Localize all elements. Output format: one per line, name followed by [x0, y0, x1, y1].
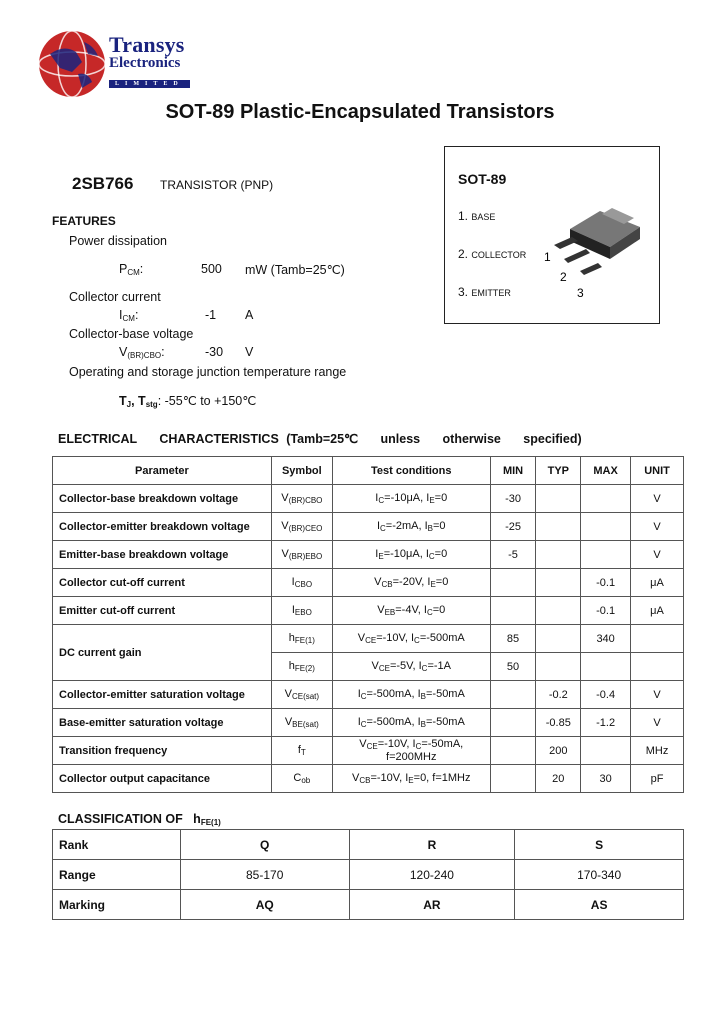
ec-heading: ELECTRICAL CHARACTERISTICS (Tamb=25℃ unless otherwise specified) [58, 432, 582, 446]
ec-condition: $V_{CB}=-10V$, $I_E=0$, f=1MHz [332, 765, 490, 793]
ec-max: -0.1 [581, 597, 631, 625]
pin1-label: 1. BASE [458, 209, 496, 223]
ec-min: 85 [490, 625, 536, 653]
ec-symbol: $V_{BE(sat)}$ [271, 709, 332, 737]
ec-max: 340 [581, 625, 631, 653]
ec-max: 30 [581, 765, 631, 793]
ec-min [490, 765, 536, 793]
vcbo-unit: V [245, 345, 254, 359]
ec-condition: $I_E=-10\mu A$, $I_C=0$ [332, 541, 490, 569]
ec-unit: μA [631, 569, 684, 597]
ec-min [490, 597, 536, 625]
ec-typ [536, 653, 581, 681]
ec-condition: $I_C=-2mA$, $I_B=0$ [332, 513, 490, 541]
ec-row [53, 485, 684, 513]
ec-row [53, 541, 684, 569]
ec-symbol: $C_{ob}$ [271, 765, 332, 793]
ec-condition: $V_{EB}=-4V$, $I_C=0$ [332, 597, 490, 625]
ec-condition: $I_C=-10\mu A$, $I_E=0$ [332, 485, 490, 513]
logo-line3: LIMITED [109, 80, 190, 88]
ec-param: Collector-base breakdown voltage [53, 485, 272, 513]
ec-symbol: $V_{(BR)CBO}$ [271, 485, 332, 513]
ec-param: DC current gain [53, 625, 272, 681]
ec-row [53, 569, 684, 597]
ec-min [490, 709, 536, 737]
ec-param: Emitter cut-off current [53, 597, 272, 625]
marking-header: Marking [53, 890, 181, 920]
pcm-value: 500 [201, 262, 222, 276]
ec-max [581, 541, 631, 569]
icm-unit: A [245, 308, 254, 322]
ec-condition: $V_{CB}=-20V$, $I_E=0$ [332, 569, 490, 597]
ec-param: Base-emitter saturation voltage [53, 709, 272, 737]
collector-current-label: Collector current [69, 290, 161, 304]
ec-min: -30 [490, 485, 536, 513]
ec-min: -25 [490, 513, 536, 541]
ec-min [490, 569, 536, 597]
ec-symbol: $V_{(BR)CEO}$ [271, 513, 332, 541]
ec-param: Collector-emitter saturation voltage [53, 681, 272, 709]
ec-typ: 20 [536, 765, 581, 793]
vcbo-value: -30 [205, 345, 224, 359]
ec-param: Emitter-base breakdown voltage [53, 541, 272, 569]
ec-unit [631, 625, 684, 653]
ec-unit: V [631, 485, 684, 513]
logo-line2: Electronics [109, 55, 181, 71]
logo-line1: Transys [109, 32, 185, 57]
pin-number-1: 1 [544, 250, 551, 264]
marking-row [53, 890, 684, 920]
ec-unit: V [631, 513, 684, 541]
ec-min: -5 [490, 541, 536, 569]
rank-cell: Q [180, 830, 349, 860]
package-box [444, 146, 660, 324]
ec-typ [536, 485, 581, 513]
sot89-package-icon [540, 199, 655, 304]
ec-unit [631, 653, 684, 681]
ec-column-header: Test conditions [332, 457, 490, 485]
classification-table [52, 829, 684, 920]
ec-max: -1.2 [581, 709, 631, 737]
ec-symbol: $h_{FE(1)}$ [271, 625, 332, 653]
ec-row [53, 625, 684, 653]
tj-tstg-spec: $T_J$, $T_{stg}$: -55℃ to +150℃ [119, 394, 257, 409]
ec-typ: 200 [536, 737, 581, 765]
ec-param: Collector-emitter breakdown voltage [53, 513, 272, 541]
ec-symbol: $I_{EBO}$ [271, 597, 332, 625]
ec-param: Transition frequency [53, 737, 272, 765]
ec-symbol: $V_{(BR)EBO}$ [271, 541, 332, 569]
ec-row [53, 681, 684, 709]
ec-unit: μA [631, 597, 684, 625]
ec-typ: -0.2 [536, 681, 581, 709]
ec-unit: MHz [631, 737, 684, 765]
ec-max: -0.4 [581, 681, 631, 709]
ec-symbol: $h_{FE(2)}$ [271, 653, 332, 681]
ec-min [490, 737, 536, 765]
ec-typ [536, 625, 581, 653]
features-heading: FEATURES [52, 214, 116, 228]
ec-unit: V [631, 709, 684, 737]
pin-number-3: 3 [577, 286, 584, 300]
ec-column-header: TYP [536, 457, 581, 485]
ec-table [52, 456, 684, 793]
ec-param: Collector cut-off current [53, 569, 272, 597]
rank-cell: S [515, 830, 684, 860]
ec-condition: $V_{CE}=-10V$, $I_C=-50mA$, f=200MHz [332, 737, 490, 765]
ec-typ [536, 597, 581, 625]
marking-cell: AR [349, 890, 515, 920]
rank-row [53, 830, 684, 860]
range-cell: 170-340 [515, 860, 684, 890]
part-type: TRANSISTOR (PNP) [160, 178, 274, 192]
ec-condition: $V_{CE}=-10V$, $I_C=-500mA$ [332, 625, 490, 653]
ec-condition: $I_C=-500mA$, $I_B=-50mA$ [332, 709, 490, 737]
marking-cell: AQ [180, 890, 349, 920]
power-dissipation-label: Power dissipation [69, 234, 167, 248]
ec-symbol: $I_{CBO}$ [271, 569, 332, 597]
pin3-label: 3. EMITTER [458, 285, 511, 299]
range-row [53, 860, 684, 890]
icm-symbol: $I_{CM}$: [119, 308, 139, 323]
pin-number-2: 2 [560, 270, 567, 284]
range-header: Range [53, 860, 181, 890]
pcm-unit: mW (Tamb=25℃) [245, 263, 345, 277]
ec-condition: $I_C=-500mA$, $I_B=-50mA$ [332, 681, 490, 709]
ec-max [581, 653, 631, 681]
ec-max [581, 737, 631, 765]
ec-symbol: $V_{CE(sat)}$ [271, 681, 332, 709]
ec-typ [536, 569, 581, 597]
vcbo-symbol: $V_{(BR)CBO}$: [119, 345, 165, 360]
ec-row [53, 597, 684, 625]
temp-range-label: Operating and storage junction temperature range [69, 365, 347, 379]
ec-max [581, 485, 631, 513]
ec-typ: -0.85 [536, 709, 581, 737]
pcm-symbol: $P_{CM}$: [119, 262, 144, 277]
ec-condition: $V_{CE}=-5V$, $I_C=-1A$ [332, 653, 490, 681]
ec-param: Collector output capacitance [53, 765, 272, 793]
ec-header-row [53, 457, 684, 485]
ec-typ [536, 541, 581, 569]
ec-max: -0.1 [581, 569, 631, 597]
globe-logo-icon [36, 28, 108, 100]
ec-row [53, 513, 684, 541]
ec-column-header: MAX [581, 457, 631, 485]
rank-cell: R [349, 830, 515, 860]
classification-heading: CLASSIFICATION OF $h_{FE(1)}$ [58, 812, 221, 827]
ec-row [53, 709, 684, 737]
pin2-label: 2. COLLECTOR [458, 247, 527, 261]
range-cell: 85-170 [180, 860, 349, 890]
company-logo [36, 28, 211, 98]
ec-typ [536, 513, 581, 541]
marking-cell: AS [515, 890, 684, 920]
ec-max [581, 513, 631, 541]
ec-unit: pF [631, 765, 684, 793]
cb-voltage-label: Collector-base voltage [69, 327, 194, 341]
ec-min [490, 681, 536, 709]
page-title: SOT-89 Plastic-Encapsulated Transistors [165, 101, 555, 123]
ec-unit: V [631, 541, 684, 569]
ec-column-header: Symbol [271, 457, 332, 485]
package-title: SOT-89 [458, 171, 507, 187]
ec-column-header: MIN [490, 457, 536, 485]
ec-symbol: $f_T$ [271, 737, 332, 765]
ec-column-header: UNIT [631, 457, 684, 485]
ec-min: 50 [490, 653, 536, 681]
ec-column-header: Parameter [53, 457, 272, 485]
range-cell: 120-240 [349, 860, 515, 890]
ec-row [53, 737, 684, 765]
ec-row [53, 765, 684, 793]
ec-unit: V [631, 681, 684, 709]
part-number: 2SB766 [72, 174, 134, 193]
icm-value: -1 [205, 308, 217, 322]
rank-header: Rank [53, 830, 181, 860]
